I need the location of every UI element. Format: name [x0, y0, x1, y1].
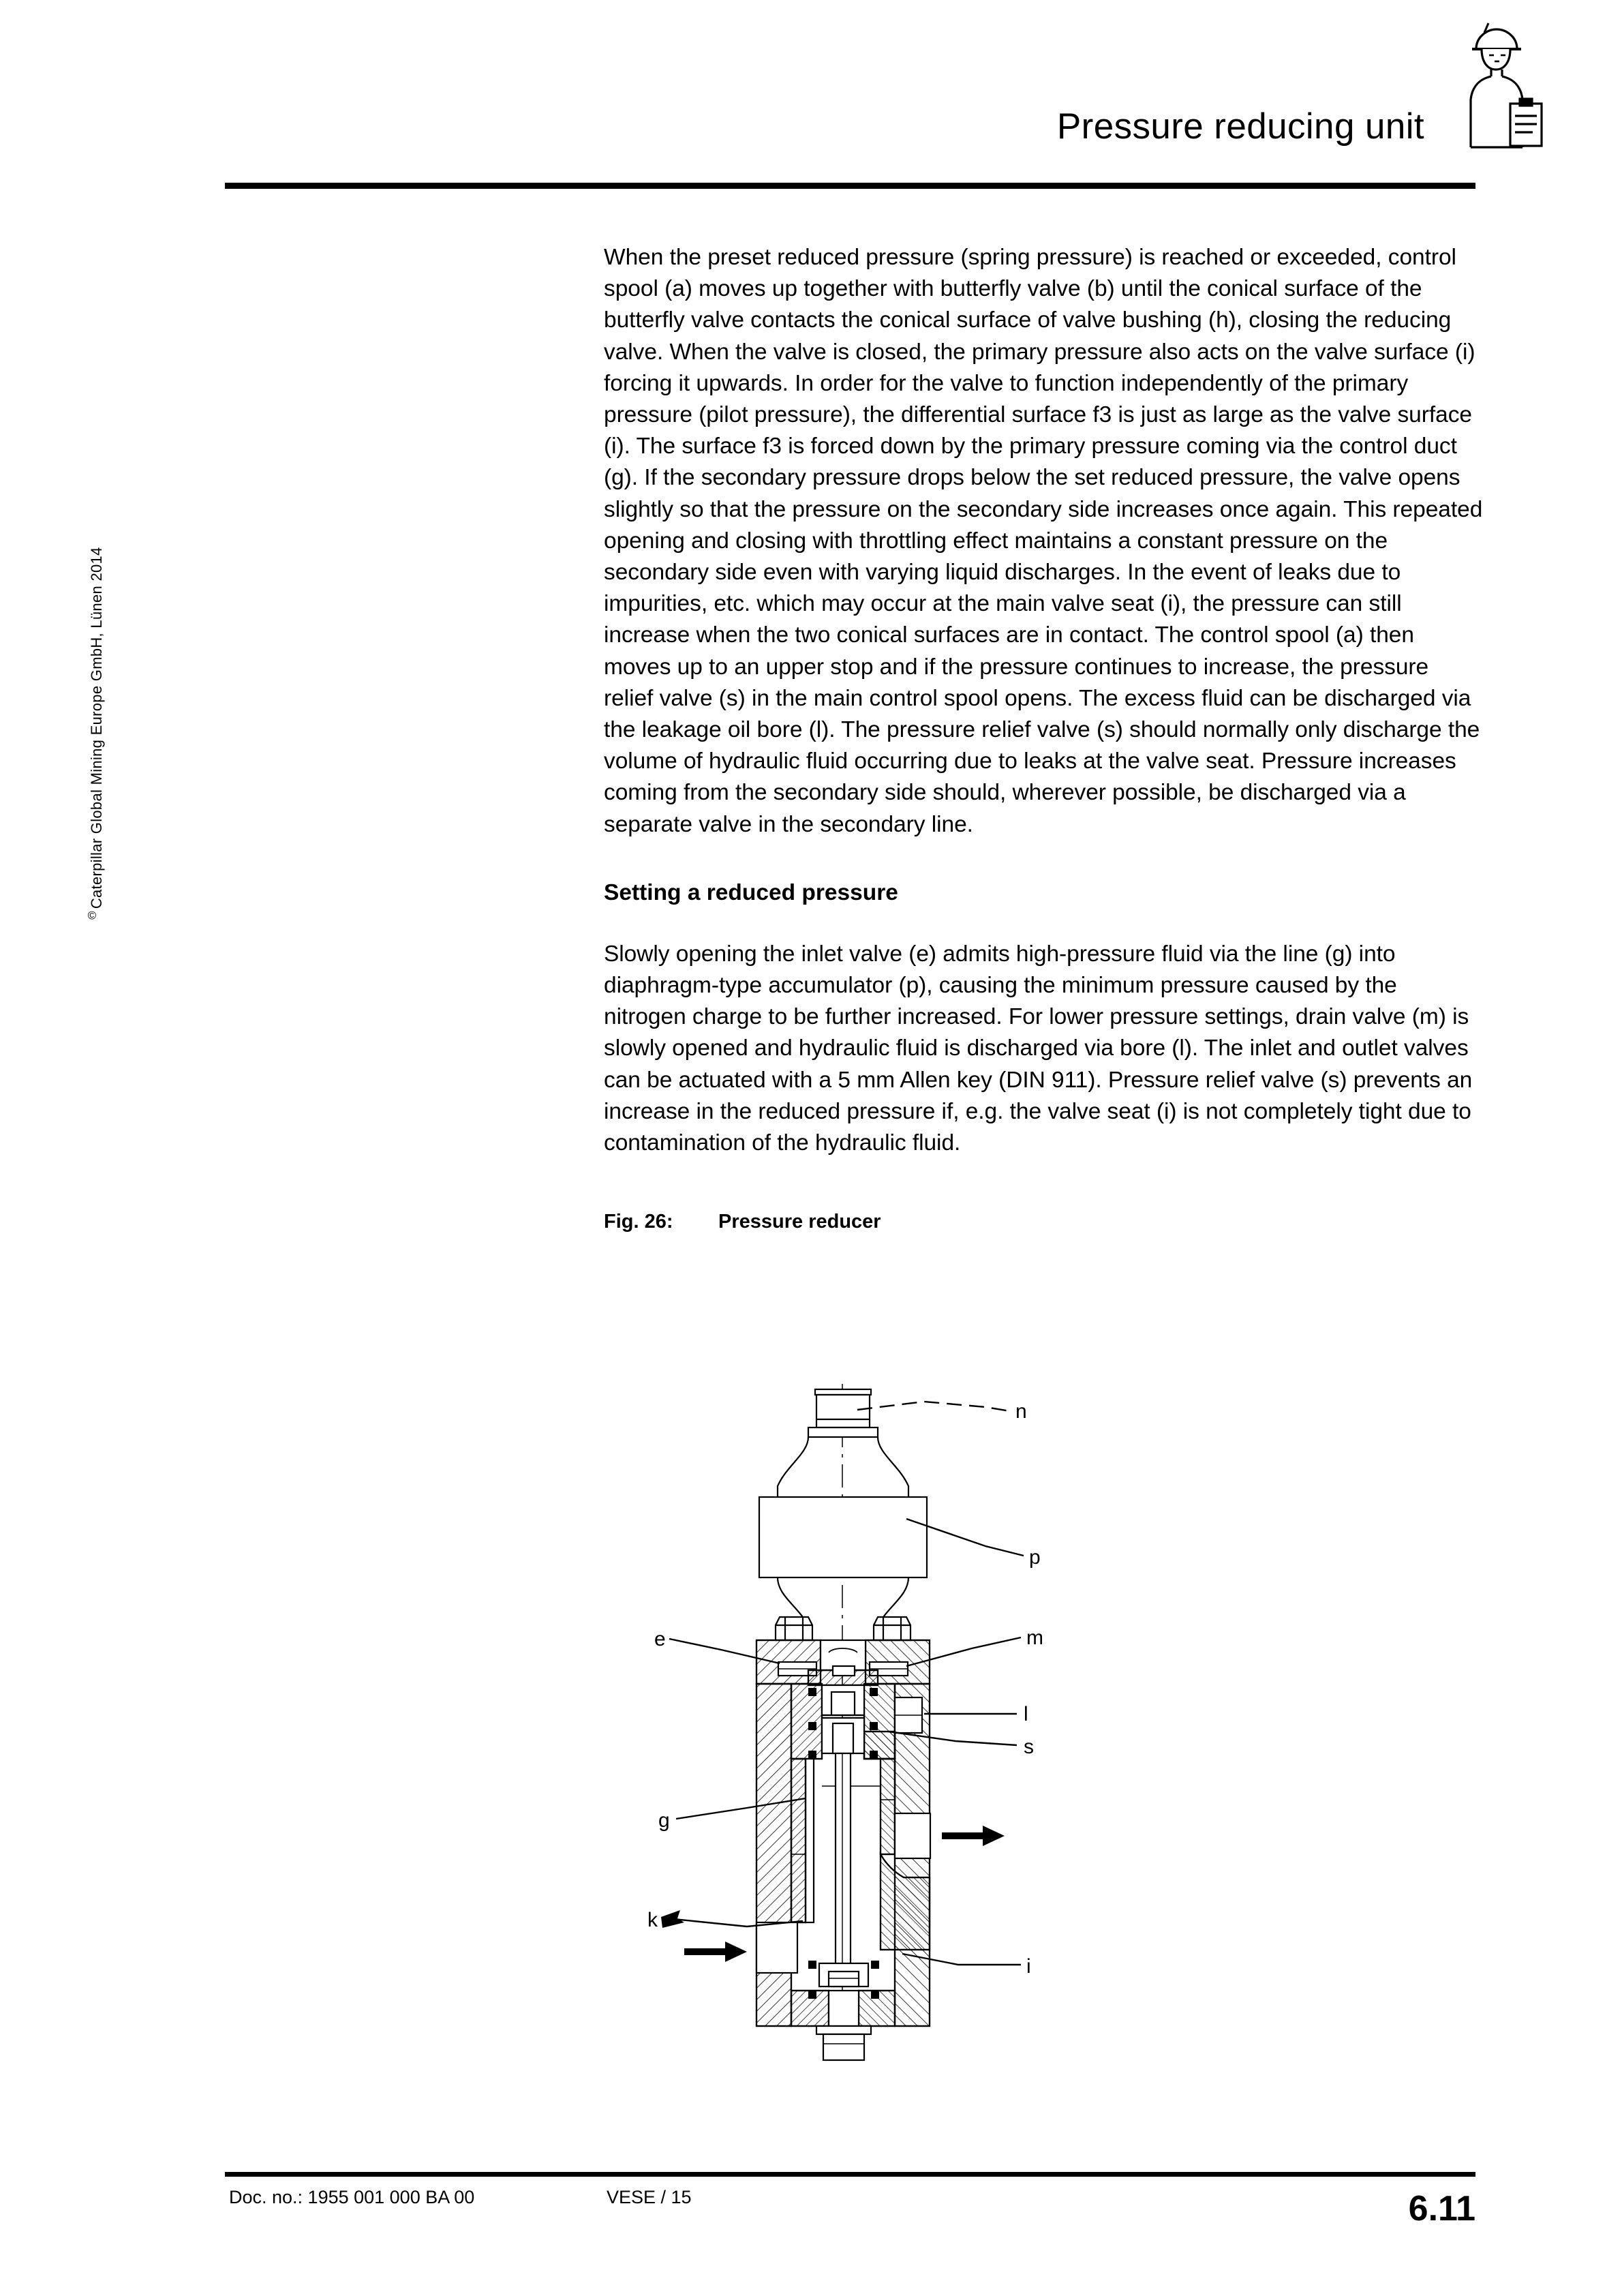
figure-callout-p: p: [1029, 1546, 1041, 1569]
main-content: [604, 242, 1483, 1233]
figure-number: Fig. 26:: [604, 1211, 673, 1233]
header-divider: [225, 183, 1475, 189]
footer-document-number: Doc. no.: 1955 001 000 BA 00: [229, 2187, 475, 2207]
footer-revision: VESE / 15: [607, 2187, 692, 2207]
page-title: Pressure reducing unit: [1056, 106, 1424, 147]
figure-callout-i: i: [1026, 1955, 1031, 1978]
figure-title: Pressure reducer: [718, 1211, 881, 1233]
footer-divider: [225, 2172, 1475, 2177]
figure-callout-k: k: [647, 1909, 658, 1931]
paragraph-operation-description: When the preset reduced pressure (spring pressure) is reached or exceeded, control spool (a) moves up together with butterfly valve (b) until the conical surface of the butterfly valve contacts the conical surface of valve bushing (h), closing the reducing valve. When the valve is closed, the primary pressure also acts on the valve surface (i) forcing it upwards. In order for the valve to function independently of the primary pressure (pilot pressure), the differential surface f3 is just as large as the valve surface (i). The surface f3 is forced down by the primary pressure coming via the control duct (g). If the secondary pressure drops below the set reduced pressure, the valve opens slightly so that the pressure on the secondary side increases once again. This repeated opening and closing with throttling effect maintains a constant pressure on the secondary side even with varying liquid discharges. In the event of leaks due to impurities, etc. which may occur at the main valve seat (i), the pressure can still increase when the two conical surfaces are in contact. The control spool (a) then moves up to an upper stop and if the pressure continues to increase, the pressure relief valve (s) in the main control spool opens. The excess fluid can be discharged via the leakage oil bore (l). The pressure relief valve (s) should normally only discharge the volume of hydraulic fluid occurring due to leaks at the valve seat. Pressure increases coming from the secondary side should, wherever possible, be discharged via a separate valve in the secondary line.: [604, 245, 1483, 837]
footer-page-number: 6.11: [1408, 2189, 1475, 2229]
figure-caption: [604, 1211, 1483, 1233]
side-copyright-notice: [85, 494, 106, 1108]
figure-pressure-reducer-drawing: [604, 1377, 1483, 2093]
figure-callout-g: g: [658, 1809, 670, 1832]
figure-callout-s: s: [1024, 1736, 1034, 1758]
miner-with-clipboard-icon: [1457, 16, 1546, 180]
flow-arrow-inlet: [684, 1942, 747, 1962]
figure-callout-m: m: [1026, 1627, 1043, 1649]
flow-arrow-outlet: [942, 1826, 1005, 1846]
copyright-symbol: ©: [87, 909, 97, 922]
figure-callout-e: e: [654, 1628, 666, 1650]
section-heading-setting-reduced-pressure: Setting a reduced pressure: [604, 879, 898, 905]
copyright-text: Caterpillar Global Mining Europe GmbH, Lünen 2014: [88, 547, 105, 909]
paragraph-setting-procedure: Slowly opening the inlet valve (e) admits high-pressure fluid via the line (g) into diaphragm-type accumulator (p), causing the minimum pressure caused by the nitrogen charge to be further increased. For lower pressure settings, drain valve (m) is slowly opened and hydraulic fluid is discharged via bore (l). The inlet and outlet valves can be actuated with a 5 mm Allen key (DIN 911). Pressure relief valve (s) prevents an increase in the reduced pressure if, e.g. the valve seat (i) is not completely tight due to contamination of the hydraulic fluid.: [604, 941, 1473, 1156]
figure-callout-l: l: [1024, 1703, 1028, 1725]
figure-callout-n: n: [1015, 1400, 1027, 1423]
